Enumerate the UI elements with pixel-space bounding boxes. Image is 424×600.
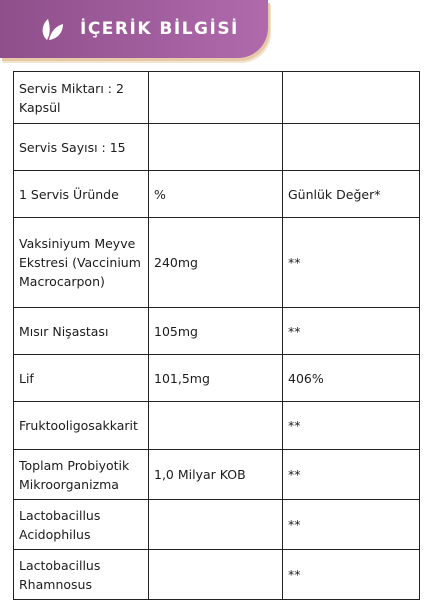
amount-cell: % (149, 171, 283, 218)
ingredient-name-cell: Toplam Probiyotik Mikroorganizma (14, 450, 149, 500)
table-row (14, 171, 420, 218)
amount-cell: 101,5mg (149, 355, 283, 402)
ingredient-name-cell: Vaksiniyum Meyve Ekstresi (Vaccinium Macrocarpon) (14, 218, 149, 308)
ingredient-name-cell: Fruktooligosakkarit (14, 402, 149, 450)
daily-value-cell: ** (283, 218, 420, 308)
daily-value-cell: 406% (283, 355, 420, 402)
daily-value-cell: ** (283, 550, 420, 600)
table-row (14, 308, 420, 355)
table-row (14, 450, 420, 500)
daily-value-cell: Günlük Değer* (283, 171, 420, 218)
daily-value-cell (283, 124, 420, 171)
amount-cell (149, 500, 283, 550)
table-row (14, 124, 420, 171)
table-row (14, 500, 420, 550)
ingredient-name-cell: Mısır Nişastası (14, 308, 149, 355)
ingredient-table (13, 71, 420, 600)
amount-cell (149, 402, 283, 450)
ingredient-name-cell: 1 Servis Üründe (14, 171, 149, 218)
ingredient-name-cell: Lactobacillus Acidophilus (14, 500, 149, 550)
amount-cell (149, 124, 283, 171)
daily-value-cell: ** (283, 308, 420, 355)
leaf-icon (38, 15, 66, 43)
table-row (14, 550, 420, 600)
daily-value-cell (283, 72, 420, 124)
table-row (14, 72, 420, 124)
daily-value-cell: ** (283, 402, 420, 450)
daily-value-cell: ** (283, 450, 420, 500)
ingredient-table-body (14, 72, 420, 600)
amount-cell (149, 72, 283, 124)
table-row (14, 355, 420, 402)
ingredient-name-cell: Servis Sayısı : 15 (14, 124, 149, 171)
table-row (14, 402, 420, 450)
daily-value-cell: ** (283, 500, 420, 550)
header-banner (0, 0, 268, 58)
page-title: İÇERİK BİLGİSİ (80, 19, 239, 39)
amount-cell (149, 550, 283, 600)
ingredient-name-cell: Lif (14, 355, 149, 402)
amount-cell: 1,0 Milyar KOB (149, 450, 283, 500)
ingredient-name-cell: Servis Miktarı : 2 Kapsül (14, 72, 149, 124)
amount-cell: 240mg (149, 218, 283, 308)
ingredient-name-cell: Lactobacillus Rhamnosus (14, 550, 149, 600)
table-row (14, 218, 420, 308)
amount-cell: 105mg (149, 308, 283, 355)
